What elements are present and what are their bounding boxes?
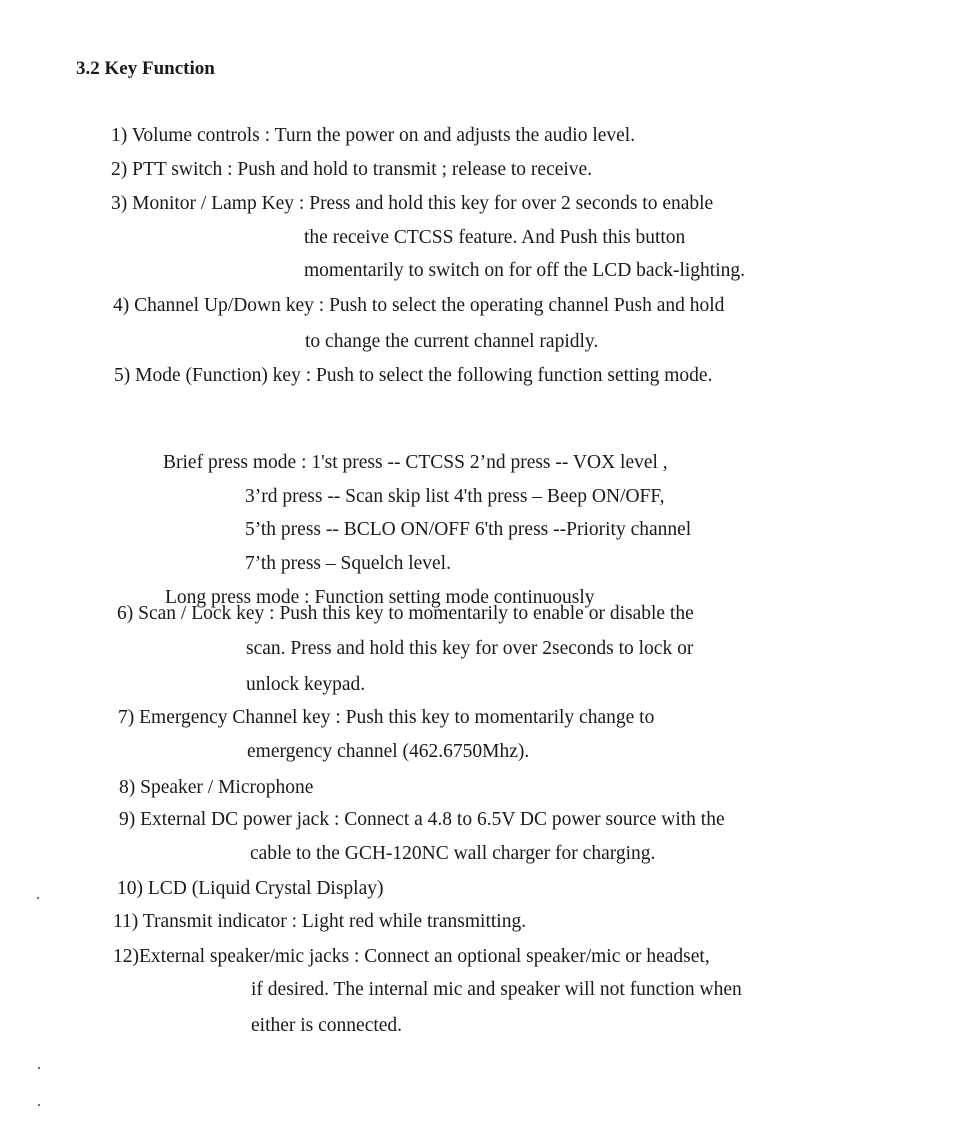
item-5-mode-key: 5) Mode (Function) key : Push to select the following function setting mode. bbox=[114, 365, 713, 386]
brief-press-line-4: 7’th press – Squelch level. bbox=[245, 553, 451, 574]
item-10-lcd: 10) LCD (Liquid Crystal Display) bbox=[117, 878, 384, 899]
long-press-mode: Long press mode : Function setting mode continuously bbox=[165, 587, 595, 608]
item-8-speaker-microphone: 8) Speaker / Microphone bbox=[119, 777, 314, 798]
scan-speck bbox=[37, 897, 39, 899]
brief-press-line-3: 5’th press -- BCLO ON/OFF 6'th press --Priority channel bbox=[245, 519, 692, 540]
brief-press-line-2: 3’rd press -- Scan skip list 4'th press – Beep ON/OFF, bbox=[245, 486, 665, 507]
scan-speck bbox=[38, 1067, 40, 1069]
item-9-dc-power-jack: 9) External DC power jack : Connect a 4.8 to 6.5V DC power source with the bbox=[119, 809, 725, 830]
item-7-continuation: emergency channel (462.6750Mhz). bbox=[247, 741, 530, 762]
item-6-continuation-1: scan. Press and hold this key for over 2seconds to lock or bbox=[246, 638, 694, 659]
item-2-ptt-switch: 2) PTT switch : Push and hold to transmit ; release to receive. bbox=[111, 159, 593, 180]
item-1-volume-controls: 1) Volume controls : Turn the power on and adjusts the audio level. bbox=[111, 125, 636, 146]
item-7-emergency-channel-key: 7) Emergency Channel key : Push this key to momentarily change to bbox=[118, 707, 655, 728]
item-3-continuation-1: the receive CTCSS feature. And Push this button bbox=[304, 227, 686, 248]
item-4-channel-key: 4) Channel Up/Down key : Push to select the operating channel Push and hold bbox=[113, 295, 725, 316]
item-9-continuation: cable to the GCH-120NC wall charger for charging. bbox=[250, 843, 656, 864]
item-3-monitor-lamp-key: 3) Monitor / Lamp Key : Press and hold this key for over 2 seconds to enable bbox=[111, 193, 714, 214]
item-12-continuation-1: if desired. The internal mic and speaker will not function when bbox=[251, 979, 742, 1000]
item-6-continuation-2: unlock keypad. bbox=[246, 674, 366, 695]
brief-press-mode: Brief press mode : 1'st press -- CTCSS 2’nd press -- VOX level , bbox=[163, 452, 668, 473]
scan-speck bbox=[38, 1104, 40, 1106]
item-12-external-jacks: 12)External speaker/mic jacks : Connect an optional speaker/mic or headset, bbox=[113, 946, 710, 967]
item-11-transmit-indicator: 11) Transmit indicator : Light red while transmitting. bbox=[113, 911, 527, 932]
item-4-continuation: to change the current channel rapidly. bbox=[305, 331, 599, 352]
item-6-scan-lock-key: 6) Scan / Lock key : Push this key to momentarily to enable or disable the bbox=[117, 603, 694, 624]
item-12-continuation-2: either is connected. bbox=[251, 1015, 403, 1036]
section-heading: 3.2 Key Function bbox=[76, 58, 215, 79]
item-3-continuation-2: momentarily to switch on for off the LCD back-lighting. bbox=[304, 260, 746, 281]
